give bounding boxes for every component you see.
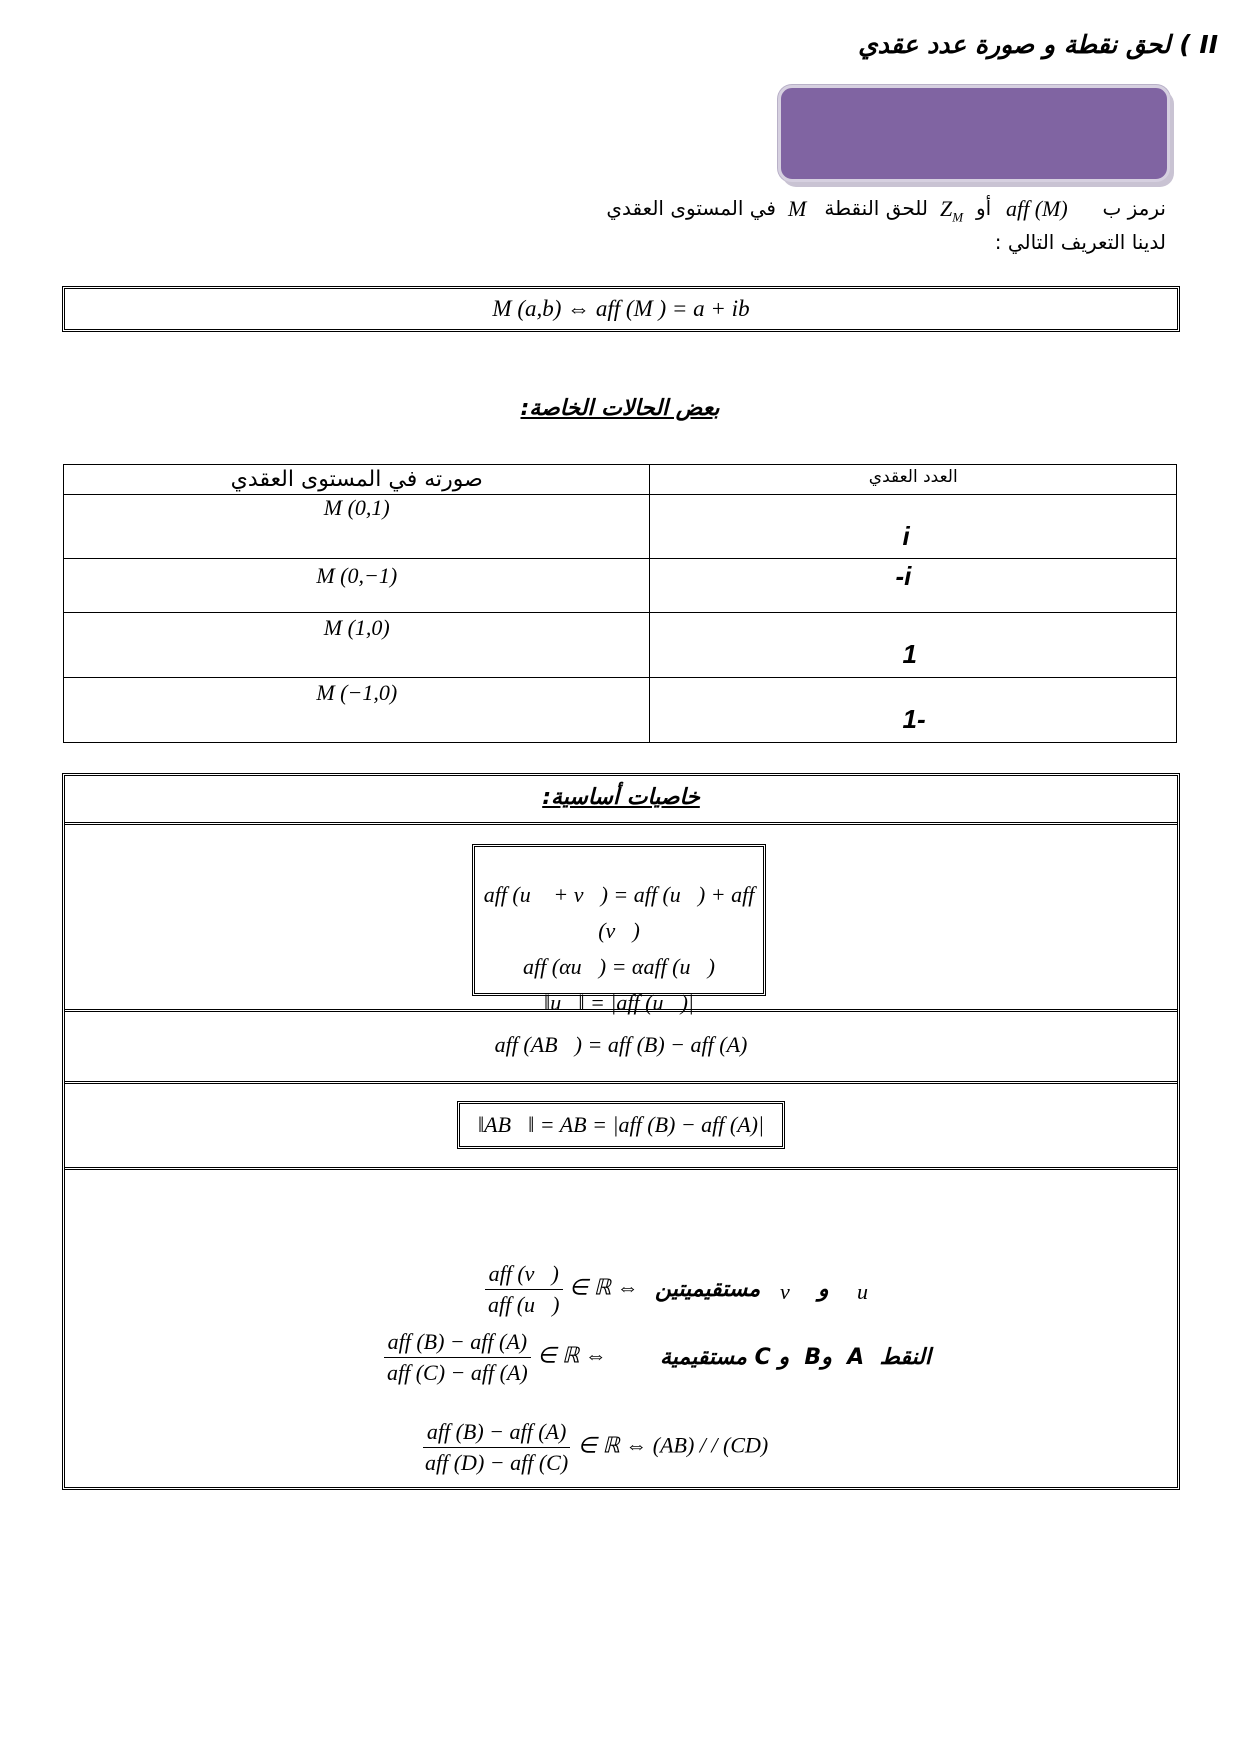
intro-suffix: في المستوى العقدي (606, 196, 776, 220)
properties-title: خاصيات أساسية: (542, 785, 700, 810)
eq-scalar: aff (αu⃗) = αaff (u⃗) (523, 954, 715, 979)
section-title-box (778, 85, 1170, 182)
intro-line2: لدينا التعريف التالي : (994, 230, 1166, 254)
table-row (64, 559, 1177, 613)
vector-v: v⃗ (780, 1279, 807, 1304)
linearity-box (472, 844, 766, 1015)
definition-box (62, 286, 1180, 332)
eq-norm-u: ‖u⃗‖ = |aff (u⃗)| (544, 990, 694, 1015)
properties-row-linear (65, 822, 1177, 1015)
intro-aff: aff (M) (1006, 196, 1068, 221)
properties-title-row (65, 776, 1177, 825)
intro-z: $Z_M$ (940, 196, 964, 225)
properties-box (62, 773, 1180, 1490)
section-title: II ) لحق نقطة و صورة عدد عقدي (858, 30, 1218, 59)
cell-number: 1- (902, 704, 926, 734)
parallel-lines-eq: $\frac{\text{aff (B) − aff (A)}}{\text{aff (D) − aff (C)}}$ ∈ ℝ ⇔ (AB) / / (CD) (421, 1419, 768, 1476)
table-header-row (64, 465, 1177, 495)
vector-u: u⃗ (857, 1279, 886, 1304)
table-row (64, 613, 1177, 678)
properties-row-collinear (65, 1167, 1177, 1487)
special-cases-title: بعض الحالات الخاصة: (520, 396, 720, 421)
table-row (64, 678, 1177, 743)
collinear-points-text: النقط A وB و C مستقيمية (660, 1345, 931, 1370)
and-word: و (818, 1277, 829, 1302)
intro-M: M (788, 196, 807, 221)
intro-mid: للحق النقطة (824, 196, 928, 220)
eq-sum: aff (u⃗ + v⃗) = aff (u⃗) + aff (v⃗) (483, 882, 755, 943)
collinear-vectors-eq: $\frac{\text{aff (v⃗)}}{\text{aff (u⃗)}}$ ∈ ℝ ⇔ (484, 1261, 639, 1318)
cell-number: i (902, 521, 910, 551)
intro-prefix: نرمز ب (1102, 196, 1166, 220)
table-row (64, 495, 1177, 559)
intro-or: أو (976, 196, 992, 220)
cell-number: -i (895, 561, 912, 591)
col-header-image: صورته في المستوى العقدي (64, 465, 650, 495)
eq-norm-ab: ‖AB⃗‖ = AB = |aff (B) − aff (A)| (457, 1101, 785, 1149)
special-cases-table (63, 464, 1177, 743)
collinear-vectors-text: مستقيميتين (655, 1277, 761, 1302)
cell-image: M (0,−1) (64, 559, 650, 613)
cell-image: M (1,0) (64, 613, 650, 678)
cell-image: M (0,1) (64, 495, 650, 559)
properties-row-ab (65, 1009, 1177, 1084)
cell-image: M (−1,0) (64, 678, 650, 743)
collinear-points-eq: $\frac{\text{aff (B) − aff (A)}}{\text{aff (C) − aff (A)}}$ ∈ ℝ ⇔ (383, 1329, 607, 1386)
eq-aff-ab: aff (AB⃗) = aff (B) − aff (A) (494, 1032, 748, 1057)
col-header-number: العدد العقدي (650, 465, 1177, 495)
cell-number: 1 (902, 639, 917, 669)
definition-formula: M (a,b) ⇔ aff (M ) = a + ib (492, 296, 750, 321)
properties-row-norm (65, 1081, 1177, 1170)
